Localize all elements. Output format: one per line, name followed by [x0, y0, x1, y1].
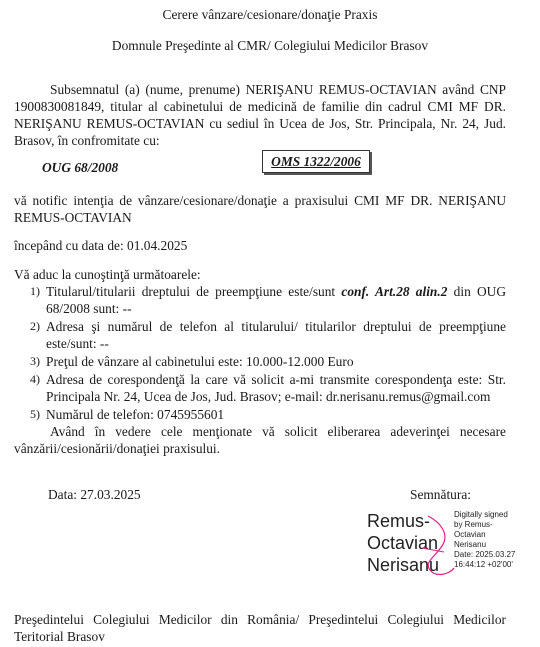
list-item-text: Numărul de telefon: 0745955601 [46, 407, 225, 422]
list-item [14, 353, 506, 370]
signature-info-line: Octavian [454, 530, 486, 539]
list-item-text: Preţul de vânzare al cabinetului este: 10.000-12.000 Euro [46, 354, 354, 369]
list-item-number: 2) [30, 319, 40, 333]
list-item-number: 1) [30, 284, 40, 298]
intro-paragraph: Subsemnatul (a) (nume, prenume) NERIŞANU REMUS-OCTAVIAN având CNP 1900830081849, titular al cabinetului de medicină de familie din cadrul CMI MF DR. NERIŞANU REMUS-OCTAVIAN cu sediul în Ucea de Jos, Str. Principala, Nr. 24, Jud. Brasov, în confromitate cu: [14, 82, 506, 148]
legal-ref-oug: OUG 68/2008 [42, 160, 119, 175]
list-item [14, 371, 506, 405]
signature-info-line: Date: 2025.03.27 [454, 550, 516, 559]
list-item [14, 406, 506, 423]
signature-name-line: Nerisanu [367, 555, 440, 575]
signature-name-line: Remus- [367, 511, 431, 531]
legal-ref-oms-box [262, 150, 370, 173]
info-list [14, 283, 506, 424]
document-date: Data: 27.03.2025 [48, 487, 141, 502]
list-item-text: Adresa de corespondenţă la care vă solicit a-mi transmite corespondenţa este: Str. Principala Nr. 24, Ucea de Jos, Jud. Brasov; e-mail: dr.nerisanu.remus@gmail.com [46, 372, 506, 404]
request-title: Cerere vânzare/cesionare/donaţie Praxis [162, 7, 378, 22]
list-item-number: 4) [30, 372, 40, 386]
notice-paragraph: vă notific intenţia de vânzare/cesionare/donaţie a praxisului CMI MF DR. NERIŞANU REMUS-OCTAVIAN [14, 193, 506, 225]
signature-mark-icon [420, 512, 458, 582]
signature-info-line: by Remus- [454, 520, 493, 529]
list-item-text: Titularul/titularii dreptului de preempţiune este/sunt [46, 284, 342, 299]
signature-label: Semnătura: [410, 487, 471, 502]
signature-info-line: 16:44:12 +02'00' [454, 560, 513, 569]
list-item [14, 283, 506, 317]
signature-info-line: Nerisanu [454, 540, 487, 549]
footer-addressee: Preşedintelui Colegiului Medicilor din România/ Preşedintelui Colegiului Medicilor Teritorial Brasov [14, 612, 506, 644]
legal-ref-oms: OMS 1322/2006 [271, 154, 361, 169]
list-item [14, 318, 506, 352]
addressee: Domnule Preşedinte al CMR/ Colegiului Medicilor Brasov [111, 38, 429, 53]
closing-paragraph: Având în vedere cele menţionate vă solicit eliberarea adeverinţei necesare vânzării/cesionării/donaţiei praxisului. [14, 424, 506, 456]
signature-name-line: Octavian [367, 533, 439, 553]
list-item-number: 5) [30, 407, 40, 421]
list-item-text: Adresa şi numărul de telefon al titularului/ titularilor dreptului de preempţiune este/sunt: -- [46, 319, 506, 351]
list-item-emphasis: conf. Art.28 alin.2 [341, 284, 448, 299]
list-intro: Vă aduc la cunoştinţă următoarele: [14, 267, 201, 282]
signature-info-line: Digitally signed [454, 510, 508, 519]
start-date: începând cu data de: 01.04.2025 [14, 238, 188, 253]
digital-signature-info [454, 510, 540, 570]
list-item-number: 3) [30, 354, 40, 368]
list-item-text-end: din OUG 68/2008 sunt: -- [46, 284, 506, 316]
